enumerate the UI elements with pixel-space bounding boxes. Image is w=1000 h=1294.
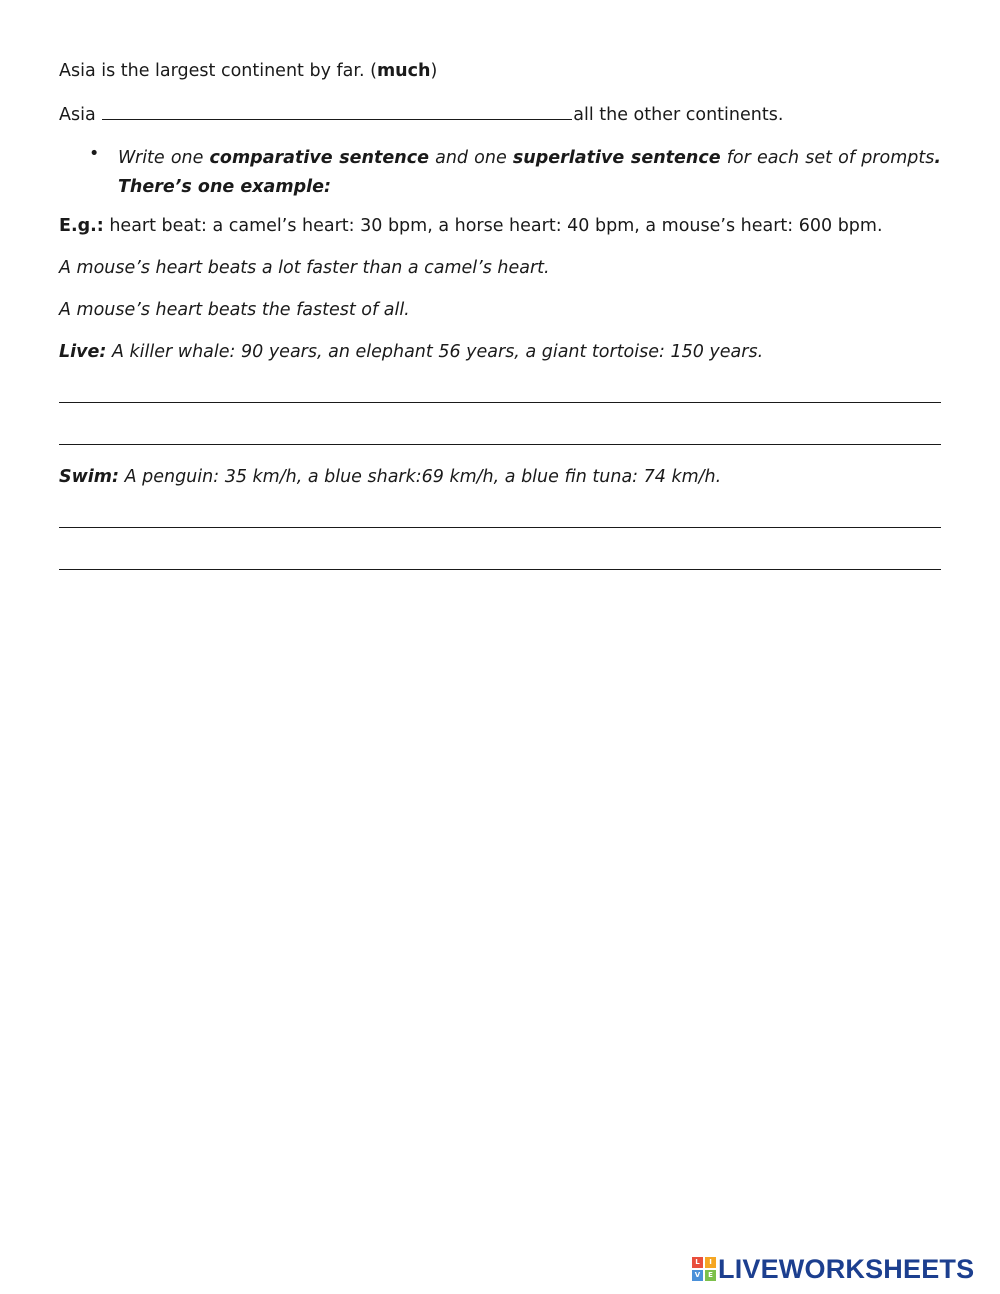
logo-mark-icon [692,1257,716,1281]
swim-answer-line-2[interactable] [59,569,941,570]
live-answer-line-1[interactable] [59,402,941,403]
instruction-part2: and one [428,148,513,168]
swim-prompt [59,467,721,487]
live-prompt [59,342,763,362]
instruction-period: . [934,148,941,168]
logo-mark-tile: I [705,1257,716,1268]
example-prompt [59,216,883,236]
task1-prompt-keyword: much [376,61,431,81]
example-sentence-1: A mouse’s heart beats a lot faster than a camel’s heart. [59,258,550,278]
swim-label: Swim: [59,467,120,487]
task1-answer-start: Asia [59,105,96,125]
task1-answer-line [59,103,783,125]
task1-prompt-text: Asia is the largest continent by far. ( [59,61,377,81]
task1-answer-blank[interactable] [102,103,572,120]
liveworksheets-logo [692,1255,974,1283]
instruction-bold-comparative: comparative sentence [209,148,429,168]
instruction-example-heading: There’s one example: [118,177,331,197]
swim-answer-line-1[interactable] [59,527,941,528]
instruction-part3: for each set of prompts [720,148,935,168]
logo-mark-tile: E [705,1270,716,1281]
task1-answer-end: all the other continents. [573,105,784,125]
example-sentence-2: A mouse’s heart beats the fastest of all. [59,300,410,320]
task1-prompt [59,61,437,81]
task1-prompt-close: ) [430,61,438,81]
instruction-text [118,144,941,202]
logo-text: LIVEWORKSHEETS [718,1253,975,1284]
example-text: heart beat: a camel’s heart: 30 bpm, a horse heart: 40 bpm, a mouse’s heart: 600 bpm. [103,216,883,236]
live-label: Live: [59,342,107,362]
logo-mark-tile: L [692,1257,703,1268]
bullet-icon: • [89,144,100,164]
live-answer-line-2[interactable] [59,444,941,445]
swim-text: A penguin: 35 km/h, a blue shark:69 km/h, a blue fin tuna: 74 km/h. [119,467,722,487]
logo-mark-tile: V [692,1270,703,1281]
instruction-bold-superlative: superlative sentence [512,148,721,168]
instruction-part1: Write one [118,148,210,168]
live-text: A killer whale: 90 years, an elephant 56 years, a giant tortoise: 150 years. [106,342,764,362]
instruction [89,144,941,202]
example-label: E.g.: [59,216,104,236]
